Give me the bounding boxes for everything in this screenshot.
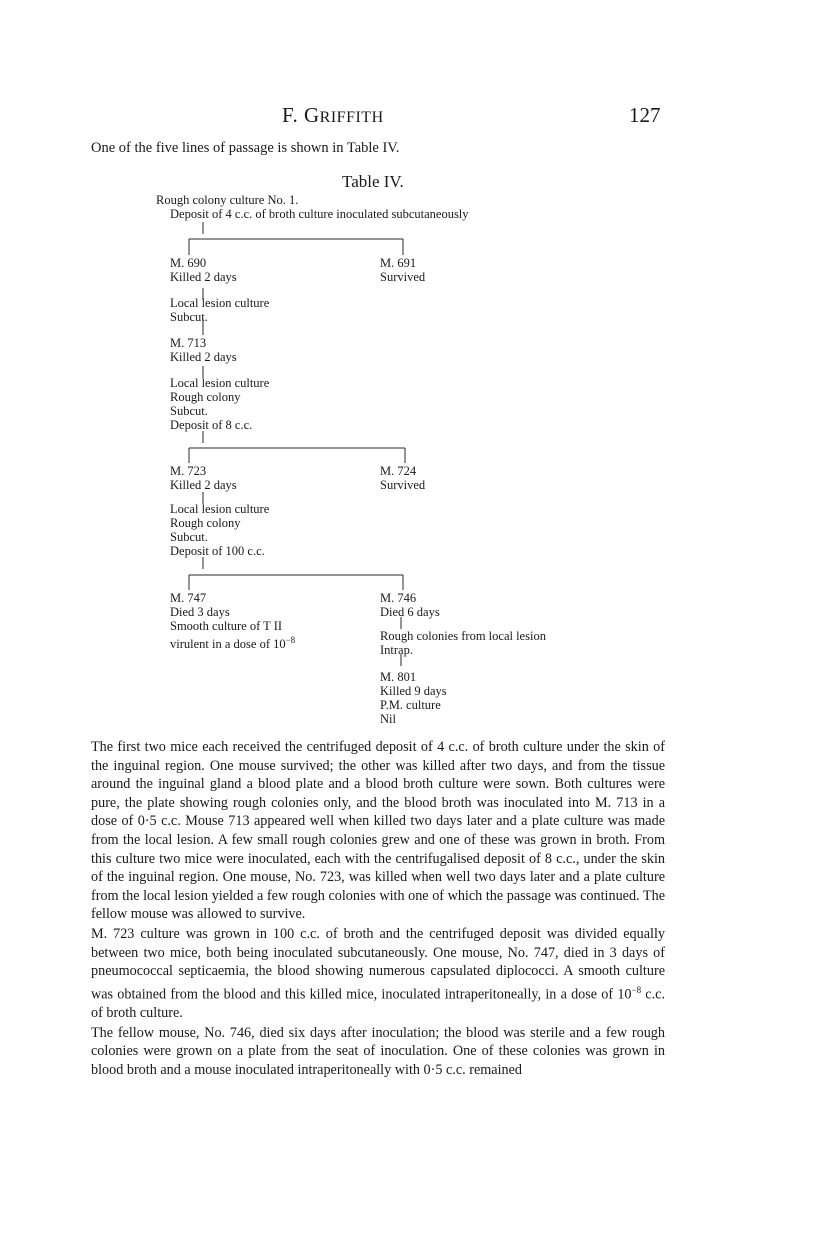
body-text [91,738,665,1080]
author-name: F. GRIFFITH [282,103,384,127]
paragraph [91,925,665,1023]
page-number: 127 [629,103,661,127]
paragraph-text: c.c. of broth culture. [91,986,665,1022]
node-m801-fate: Killed 9 days [380,684,447,698]
node-m746 [380,591,440,619]
root-line-1: Rough colony culture No. 1. [156,193,299,207]
node-m747-note-1: Smooth culture of T II [170,619,283,633]
node-m724 [380,464,425,492]
table-caption: Table IV. [342,172,404,191]
step-4-line-2: Intrap. [380,643,413,657]
step-2 [170,376,269,432]
step-4-line-1: Rough colonies from local lesion [380,629,546,643]
step-4 [380,629,546,657]
node-m691-fate: Survived [380,270,426,284]
paragraph [91,738,665,924]
node-m801-id: M. 801 [380,670,417,684]
node-m747-note-2-text: virulent in a dose of 10 [170,637,286,652]
paragraph-text: M. 723 culture was grown in 100 c.c. of broth and the centrifuged deposit was divided equally between two mice, both being inoculated subcutaneously. One mouse, No. 747, died in 3 days of pneumococcal septicaemia, the blood showing numerous capsulated diplococci. A smooth culture was obtained from the blood and this killed mice, inoculated intraperitoneally, in a dose of 10 [91,925,665,1003]
node-m690 [170,256,237,284]
node-m724-id: M. 724 [380,464,417,478]
step-3-line-3: Subcut. [170,530,208,544]
node-m691 [380,256,425,284]
node-m746-fate: Died 6 days [380,605,440,619]
step-1-line-2: Subcut. [170,310,208,324]
node-m690-fate: Killed 2 days [170,270,237,284]
node-m713-id: M. 713 [170,336,207,350]
step-3-line-2: Rough colony [170,516,241,530]
root-line-2: Deposit of 4 c.c. of broth culture inoculated subcutaneously [170,207,469,221]
step-3-line-4: Deposit of 100 c.c. [170,544,265,558]
node-m747-exponent: −8 [285,635,296,645]
node-m713-fate: Killed 2 days [170,350,237,364]
step-2-line-2: Rough colony [170,390,241,404]
step-2-line-3: Subcut. [170,404,208,418]
node-m691-id: M. 691 [380,256,417,270]
paragraph-text: The first two mice each received the centrifuged deposit of 4 c.c. of broth culture under the skin of the inguinal region. One mouse survived; the other was killed after two days, and from the tissue around the inguinal gland a blood plate and a blood broth culture were sown. Both cultures were pure, the plate showing rough colonies only, and the blood broth was inoculated into M. 713 in a dose of 0·5 c.c. Mouse 713 appeared well when killed two days later and a plate culture was made from the local lesion. A few small rough colonies grew and one of these was grown in broth. From this culture two mice were inoculated, each with the centrifugalised deposit of 8 c.c., under the skin of the inguinal region. One mouse, No. 723, was killed when well two days later and a plate culture from the local lesion yielded a few rough colonies with one of which the passage was continued. The fellow mouse was allowed to survive. [91,739,665,923]
node-m723 [170,464,237,492]
node-m723-fate: Killed 2 days [170,478,237,492]
node-m747-fate: Died 3 days [170,605,230,619]
paragraph-text: The fellow mouse, No. 746, died six days after inoculation; the blood was sterile and a few rough colonies were grown on a plate from the seat of inoculation. One of these colonies was grown in blood broth and a mouse inoculated intraperitoneally with 0·5 c.c. remained [91,1024,665,1078]
node-m713 [170,336,237,364]
node-m801-note-1: P.M. culture [380,698,441,712]
root-node [156,193,469,221]
node-m723-id: M. 723 [170,464,207,478]
node-m747-note-2 [170,633,295,651]
step-3 [170,502,269,558]
node-m746-id: M. 746 [380,591,417,605]
node-m747-id: M. 747 [170,591,207,605]
node-m724-fate: Survived [380,478,426,492]
step-2-line-1: Local lesion culture [170,376,270,390]
paragraph-exponent: −8 [631,984,642,995]
intro-line: One of the five lines of passage is shown in Table IV. [91,140,400,156]
step-3-line-1: Local lesion culture [170,502,270,516]
node-m690-id: M. 690 [170,256,207,270]
step-1 [170,296,269,324]
node-m801 [380,670,447,726]
step-1-line-1: Local lesion culture [170,296,270,310]
step-2-line-4: Deposit of 8 c.c. [170,418,253,432]
paragraph [91,1024,665,1080]
node-m747 [170,591,295,651]
node-m801-note-2: Nil [380,712,396,726]
